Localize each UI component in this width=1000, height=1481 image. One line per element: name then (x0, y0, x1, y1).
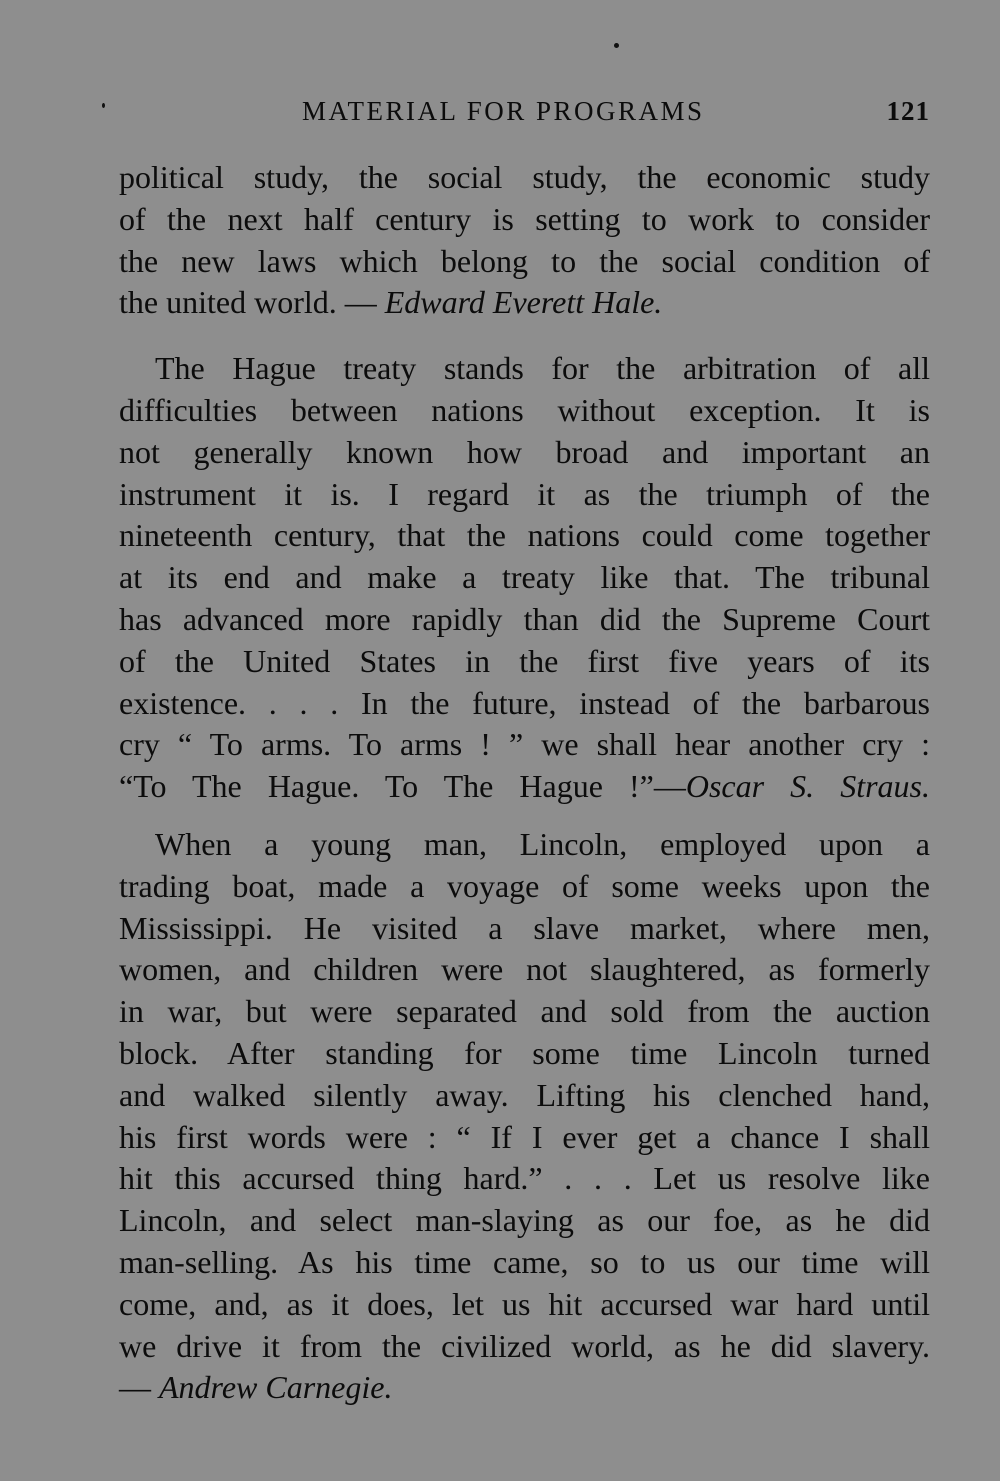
line-text: “To The Hague. To The Hague !”— (119, 768, 686, 805)
text-line: When a young man, Lincoln, employed upon a (155, 825, 930, 862)
page-header (118, 96, 930, 136)
text-line: Mississippi. He visited a slave market, where men, (119, 909, 930, 946)
text-line (119, 766, 930, 808)
text-line: hit this accursed thing hard.” . . . Let us resolve like (119, 1160, 930, 1197)
attribution: Edward Everett Hale. (384, 284, 663, 321)
text-line: political study, the social study, the economic study (119, 159, 930, 195)
ink-speck (614, 43, 619, 48)
text-line: and walked silently away. Lifting his clenched hand, (119, 1076, 930, 1113)
text-line: The Hague treaty stands for the arbitration of all (155, 350, 930, 387)
quotation-passage (119, 348, 930, 808)
attribution: Andrew Carnegie. (159, 1369, 393, 1406)
text-line: women, and children were not slaughtered, as formerly (119, 951, 930, 988)
quotation-passage (119, 824, 930, 1409)
paragraph-gap (119, 324, 930, 348)
page-body (119, 157, 930, 1409)
text-line (119, 282, 930, 324)
text-line (119, 1367, 930, 1409)
text-line: man-selling. As his time came, so to us our time will (119, 1243, 930, 1280)
text-line: come, and, as it does, let us hit accursed war hard until (119, 1285, 930, 1322)
text-line: cry “ To arms. To arms ! ” we shall hear another cry : (119, 726, 930, 763)
text-line: instrument it is. I regard it as the triumph of the (119, 475, 930, 512)
text-line: nineteenth century, that the nations could come together (119, 517, 930, 554)
text-line: of the next half century is setting to work to consider (119, 200, 930, 237)
running-head: MATERIAL FOR PROGRAMS (302, 96, 705, 126)
text-line: has advanced more rapidly than did the Supreme Court (119, 600, 930, 637)
text-line: at its end and make a treaty like that. The tribunal (119, 559, 930, 596)
attribution: Oscar S. Straus. (685, 768, 930, 805)
ink-speck (102, 103, 105, 108)
text-line: block. After standing for some time Lincoln turned (119, 1034, 930, 1071)
text-line: difficulties between nations without exception. It is (119, 391, 930, 428)
text-line: not generally known how broad and important an (119, 433, 930, 470)
text-line: we drive it from the civilized world, as he did slavery. (119, 1327, 930, 1364)
text-line: his first words were : “ If I ever get a chance I shall (119, 1118, 930, 1155)
text-line: trading boat, made a voyage of some weeks upon the (119, 867, 930, 904)
text-line: in war, but were separated and sold from the auction (119, 993, 930, 1030)
text-line: existence. . . . In the future, instead of the barbarous (119, 684, 930, 721)
page-number: 121 (886, 96, 930, 126)
paragraph-gap (119, 808, 930, 824)
quotation-passage (119, 157, 930, 324)
text-line: the new laws which belong to the social condition of (119, 242, 930, 279)
text-line: Lincoln, and select man-slaying as our foe, as he did (119, 1202, 930, 1239)
text-line: of the United States in the first five years of its (119, 642, 930, 679)
line-text: the united world. — (119, 284, 385, 321)
line-text: — (119, 1369, 159, 1406)
